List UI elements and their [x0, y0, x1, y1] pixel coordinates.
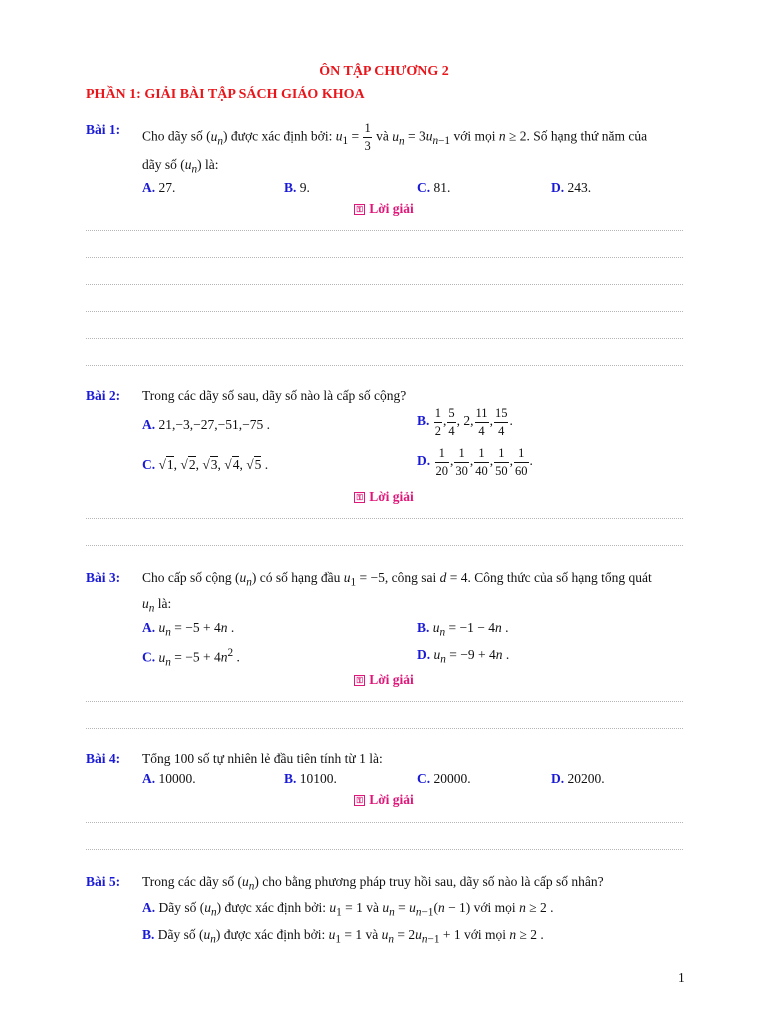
problem-5-question: Trong các dãy số $(u_n)$ cho bằng phương pháp truy hồi sau, dãy số nào là cấp số nhân?	[142, 874, 604, 893]
problem-3-option-c[interactable]: C. $u_n = -5 + 4n^2$ .	[142, 647, 240, 669]
answer-line	[86, 284, 683, 285]
problem-2-option-a[interactable]: A. 21,−3,−27,−51,−75 .	[142, 417, 270, 432]
problem-3-option-a[interactable]: A. $u_n = -5 + 4n$ .	[142, 620, 235, 639]
answer-line	[86, 545, 683, 546]
page-number: 1	[678, 970, 685, 985]
problem-2-option-b[interactable]: B. $\frac{1}{2}$ , $\frac{5}{4}$ , 2, $\frac{11}{4}$ , $\frac{15}{4}$ .	[417, 406, 513, 438]
answer-line	[86, 701, 683, 702]
problem-4-option-a[interactable]: A. 10000.	[142, 771, 196, 786]
answer-line	[86, 822, 683, 823]
key-icon: ⚿	[354, 795, 365, 806]
problem-2-label: Bài 2:	[86, 388, 121, 403]
solution-heading-3[interactable]: ⚿ Lời giải	[0, 672, 768, 688]
problem-1-option-b[interactable]: B. 9.	[284, 180, 310, 195]
problem-1-option-a[interactable]: A. 27.	[142, 180, 176, 195]
problem-3-line-1: Cho cấp số cộng $(u_n)$ có số hạng đầu $u_1 = -5$, công sai d = 4. Công thức của số hạng tổng quát	[142, 570, 652, 589]
answer-line	[86, 518, 683, 519]
problem-1-label: Bài 1:	[86, 122, 121, 137]
problem-2-option-d[interactable]: D. $\frac{1}{20}$ , $\frac{1}{30}$ , $\frac{1}{40}$ , $\frac{1}{50}$ , $\frac{1}{60}$ .	[417, 446, 533, 478]
answer-line	[86, 849, 683, 850]
key-icon: ⚿	[354, 204, 365, 215]
problem-5-option-b[interactable]: B. Dãy số $(u_n)$ được xác định bởi: $u_1 = 1$ và $u_n = 2u_{n-1} + 1$ với mọi n ≥ 2 .	[142, 927, 544, 946]
problem-5-option-a[interactable]: A. Dãy số $(u_n)$ được xác định bởi: $u_1 = 1$ và $u_n = u_{n-1}(n - 1)$ với mọi n ≥ 2 .	[142, 900, 554, 919]
problem-3-label: Bài 3:	[86, 570, 121, 585]
solution-heading-4[interactable]: ⚿ Lời giải	[0, 792, 768, 808]
answer-line	[86, 230, 683, 231]
problem-4-question: Tổng 100 số tự nhiên lẻ đầu tiên tính từ 1 là:	[142, 751, 383, 766]
answer-line	[86, 365, 683, 366]
solution-heading-2[interactable]: ⚿ Lời giải	[0, 489, 768, 505]
problem-3-line-2: $u_n$ là:	[142, 596, 172, 615]
problem-3-option-d[interactable]: D. $u_n = -9 + 4n$ .	[417, 647, 510, 666]
problem-1-option-d[interactable]: D. 243.	[551, 180, 592, 195]
problem-1-line-2: dãy số $(u_n)$ là:	[142, 157, 219, 176]
problem-1-option-c[interactable]: C. 81.	[417, 180, 451, 195]
chapter-title: ÔN TẬP CHƯƠNG 2	[319, 64, 449, 79]
solution-heading-1[interactable]: ⚿ Lời giải	[0, 201, 768, 217]
key-icon: ⚿	[354, 675, 365, 686]
answer-line	[86, 728, 683, 729]
problem-2-question: Trong các dãy số sau, dãy số nào là cấp số cộng?	[142, 388, 407, 403]
answer-line	[86, 311, 683, 312]
part-title: PHẦN 1: GIẢI BÀI TẬP SÁCH GIÁO KHOA	[86, 87, 365, 102]
key-icon: ⚿	[354, 492, 365, 503]
problem-4-option-d[interactable]: D. 20200.	[551, 771, 605, 786]
answer-line	[86, 257, 683, 258]
problem-5-label: Bài 5:	[86, 874, 121, 889]
problem-4-option-b[interactable]: B. 10100.	[284, 771, 337, 786]
problem-2-option-c[interactable]: C. √1, √2, √3, √4, √5 .	[142, 457, 269, 472]
problem-3-option-b[interactable]: B. $u_n = -1 - 4n$ .	[417, 620, 509, 639]
problem-1-line-1: Cho dãy số $(u_n)$ được xác định bởi: $u_1$ = $\frac{1}{3}$ và $u_n = 3u_{n-1}$ với mọi n ≥ 2. Số hạng thứ năm của	[142, 121, 648, 153]
problem-4-option-c[interactable]: C. 20000.	[417, 771, 471, 786]
answer-line	[86, 338, 683, 339]
problem-4-label: Bài 4:	[86, 751, 121, 766]
